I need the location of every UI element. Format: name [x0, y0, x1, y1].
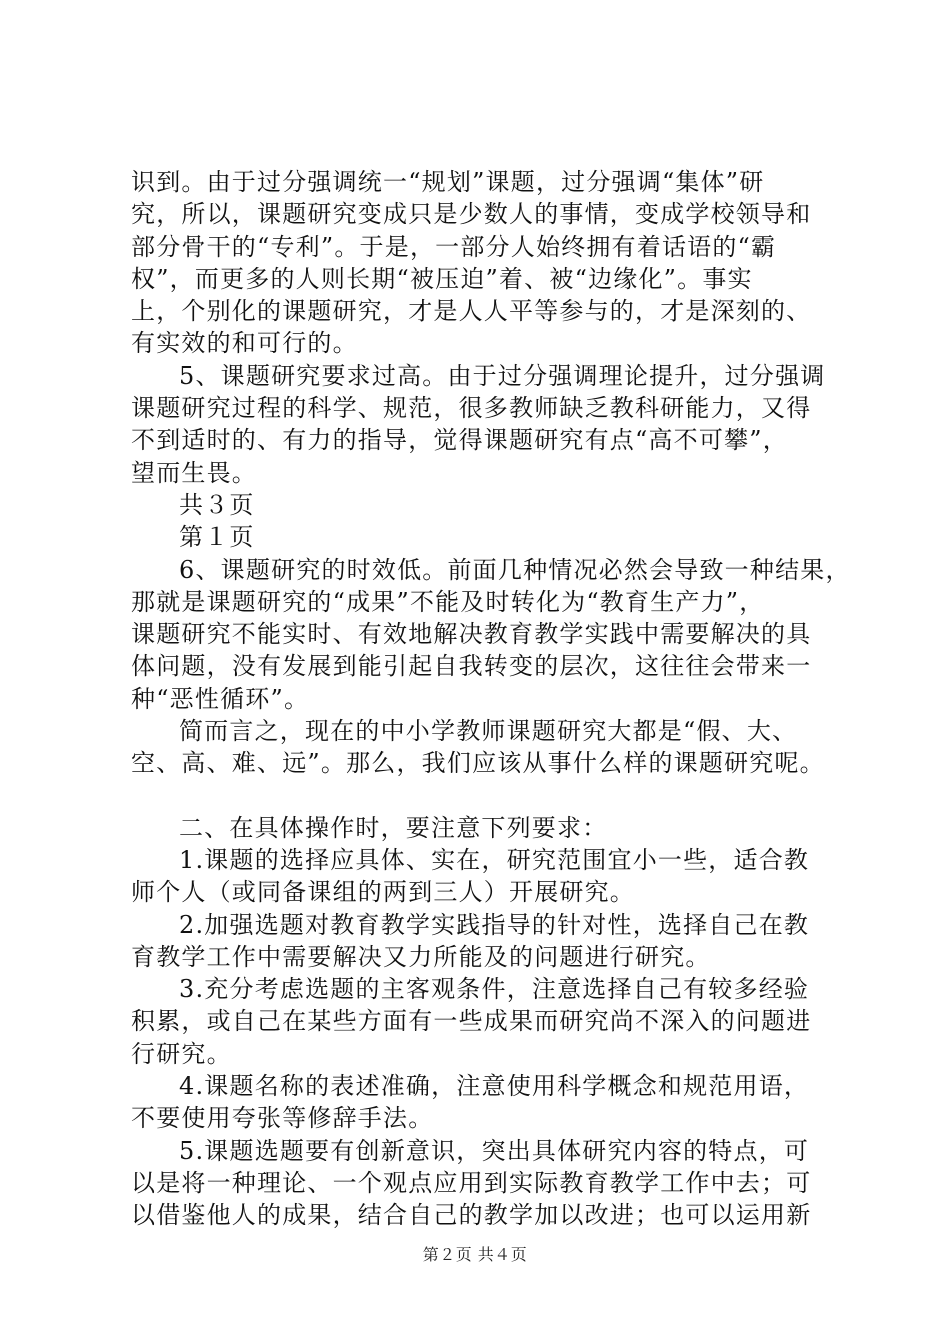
text-line: 二、在具体操作时，要注意下列要求：: [179, 813, 608, 842]
text-line: 第１页: [179, 523, 255, 552]
text-line: 体问题，没有发展到能引起自我转变的层次，这往往会带来一: [131, 652, 812, 681]
text-line: 共３页: [179, 490, 255, 519]
page-footer: [0, 1242, 950, 1265]
paragraph-p-summary: [131, 715, 831, 780]
text-line: 究，所以，课题研究变成只是少数人的事情，变成学校领导和: [131, 200, 812, 229]
text-line: 积累，或自己在某些方面有一些成果而研究尚不深入的问题进: [131, 1007, 812, 1036]
text-line: 课题研究过程的科学、规范，很多教师缺乏教科研能力，又得: [131, 394, 812, 423]
text-line: 1.课题的选择应具体、实在，研究范围宜小一些，适合教: [179, 845, 810, 874]
text-line: 空、高、难、远”。那么，我们应该从事什么样的课题研究呢。: [131, 749, 825, 778]
text-line: 权”，而更多的人则长期“被压迫”着、被“边缘化”。事实: [131, 264, 753, 293]
text-line: 有实效的和可行的。: [131, 329, 358, 358]
text-line: 4.课题名称的表述准确，注意使用科学概念和规范用语，: [179, 1072, 810, 1101]
paragraph-req-2: [131, 909, 831, 974]
text-line: 课题研究不能实时、有效地解决教育教学实践中需要解决的具: [131, 620, 812, 649]
page-number-label: 第２页 共４页: [422, 1245, 528, 1264]
text-line: 3.充分考虑选题的主客观条件，注意选择自己有较多经验: [179, 975, 810, 1004]
paragraph-req-5: [131, 1135, 831, 1232]
paragraph-p6: [131, 554, 851, 715]
text-line: 望而生畏。: [131, 458, 257, 487]
paragraph-page-current-note: [131, 521, 831, 553]
paragraph-req-3: [131, 973, 831, 1070]
paragraph-gap: [131, 780, 831, 812]
text-line: 上，个别化的课题研究，才是人人平等参与的，才是深刻的、: [131, 297, 812, 326]
text-line: 不到适时的、有力的指导，觉得课题研究有点“高不可攀”，: [131, 426, 788, 455]
paragraph-req-4: [131, 1070, 831, 1135]
paragraph-req-1: [131, 844, 831, 909]
text-line: 5、课题研究要求过高。由于过分强调理论提升，过分强调: [179, 361, 826, 390]
text-line: 5.课题选题要有创新意识，突出具体研究内容的特点，可: [179, 1136, 810, 1165]
text-line: 以借鉴他人的成果，结合自己的教学加以改进；也可以运用新: [131, 1201, 812, 1230]
text-line: 部分骨干的“专利”。于是，一部分人始终拥有着话语的“霸: [131, 232, 777, 261]
text-line: 以是将一种理论、一个观点应用到实际教育教学工作中去；可: [131, 1168, 812, 1197]
paragraph-p-cont: [131, 166, 831, 360]
text-line: 简而言之，现在的中小学教师课题研究大都是“假、大、: [179, 717, 798, 746]
text-line: 那就是课题研究的“成果”不能及时转化为“教育生产力”，: [131, 587, 765, 616]
text-line: 育教学工作中需要解决又力所能及的问题进行研究。: [131, 942, 711, 971]
paragraph-section-2: [131, 812, 831, 844]
text-line: 种“恶性循环”。: [131, 684, 310, 713]
text-line: 不要使用夸张等修辞手法。: [131, 1104, 434, 1133]
text-line: 师个人（或同备课组的两到三人）开展研究。: [131, 878, 635, 907]
document-body: [131, 166, 851, 1232]
text-line: 行研究。: [131, 1039, 232, 1068]
paragraph-page-total-note: [131, 489, 831, 521]
text-line: 2.加强选题对教育教学实践指导的针对性，选择自己在教: [179, 910, 810, 939]
text-line: 6、课题研究的时效低。前面几种情况必然会导致一种结果，: [179, 555, 851, 584]
paragraph-p5: [131, 360, 831, 489]
text-line: 识到。由于过分强调统一“规划”课题，过分强调“集体”研: [131, 168, 765, 196]
